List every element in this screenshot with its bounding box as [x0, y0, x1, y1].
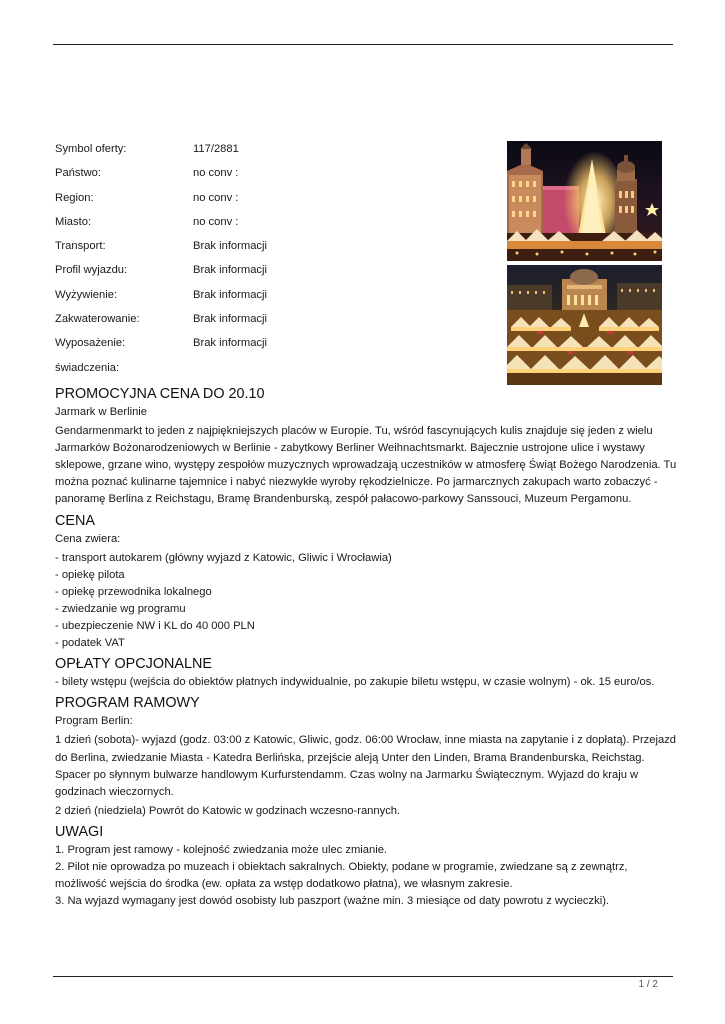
info-row [55, 238, 475, 262]
program-day-2: 2 dzień (niedziela) Powrót do Katowic w godzinach wczesno-rannych. [55, 804, 401, 817]
footer-rule [53, 976, 673, 977]
list-item: 1. Program jest ramowy - kolejność zwiedzania może ulec zmianie. [55, 843, 388, 856]
list-item: - ubezpieczenie NW i KL do 40 000 PLN [55, 620, 255, 633]
section-heading: PROMOCYJNA CENA DO 20.10 [55, 386, 265, 402]
info-value: Brak informacji [193, 264, 267, 277]
gendarmenmarkt-christmas-market-aerial-photo [507, 265, 662, 385]
list-item: - transport autokarem (główny wyjazd z Katowic, Gliwic i Wrocławia) [55, 551, 392, 564]
info-label: Region: [55, 191, 94, 204]
info-label: Państwo: [55, 167, 102, 180]
info-label: Zakwaterowanie: [55, 313, 140, 326]
info-value: 117/2881 [193, 143, 239, 155]
info-value: Brak informacji [193, 240, 267, 253]
info-row [55, 287, 475, 311]
price-section [55, 511, 677, 653]
info-row [55, 165, 475, 189]
info-label: Profil wyjazdu: [55, 264, 128, 277]
info-label: Wyżywienie: [55, 288, 118, 301]
list-item: - podatek VAT [55, 637, 125, 650]
section-heading: PROGRAM RAMOWY [55, 695, 200, 712]
info-row [55, 262, 475, 286]
section-heading: OPŁATY OPCJONALNE [55, 656, 213, 673]
section-heading: UWAGI [55, 823, 104, 840]
list-item: - zwiedzanie wg programu [55, 602, 186, 615]
notes-list [55, 842, 677, 910]
info-row [55, 190, 475, 214]
list-item: 3. Na wyjazd wymagany jest dowód osobisty lub paszport (ważne min. 3 miesiące od daty powrotu z wycieczki). [55, 895, 610, 908]
optional-fees-text: - bilety wstępu (wejścia do obiektów płatnych indywidualnie, po zakupie biletu wstępu, w czasie wolnym) - ok. 15 euro/os. [55, 676, 655, 689]
info-row [55, 360, 475, 384]
program-section [55, 693, 677, 820]
info-value: no conv : [193, 215, 239, 228]
info-label: Wyposażenie: [55, 337, 126, 350]
info-label: Transport: [55, 240, 106, 253]
info-label: świadczenia: [55, 361, 120, 374]
notes-section [55, 822, 677, 910]
optional-fees-section [55, 654, 677, 691]
section-heading: CENA [55, 512, 95, 529]
list-item: 2. Pilot nie oprowadza po muzeach i obiektach sakralnych. Obiekty, podane w programie, zwiedzane są z zewnątrz, możliwość wejścia do środka (ew. opłata za wstęp dodatkowo płatna), we własnym zakresie. [55, 860, 628, 891]
price-includes-list [55, 550, 677, 653]
info-row [55, 214, 475, 238]
berlin-christmas-market-night-photo [507, 141, 662, 261]
list-item: - opiekę pilota [55, 568, 125, 581]
info-row [55, 311, 475, 335]
info-value: no conv : [193, 167, 239, 180]
info-value: Brak informacji [193, 313, 267, 326]
info-value: Brak informacji [193, 288, 267, 301]
program-day-1: 1 dzień (sobota)- wyjazd (godz. 03:00 z Katowic, Gliwic, godz. 06:00 Wrocław, inne miasta na zapytanie i z dopłatą). Przejazd do Berlina, zwiedzanie Miasta - Katedra Berlińska, przejście aleją Unter den Linden, Brama Brandenburska, Reichstag. Spacer po słynnym bulwarze handlowym Kurfurstendamm. Czas wolny na Jarmarku Świątecznym. Wyjazd do kraju w godzinach wieczornych. [55, 734, 677, 798]
promo-section [55, 384, 677, 509]
offer-content [55, 384, 677, 912]
photo-column [507, 141, 662, 389]
page-number: 1 / 2 [638, 979, 658, 990]
header-rule [53, 44, 673, 45]
info-label: Miasto: [55, 215, 92, 228]
info-value: Brak informacji [193, 337, 267, 350]
info-label: Symbol oferty: [55, 143, 127, 155]
info-row [55, 141, 475, 165]
promo-subtitle: Jarmark w Berlinie [55, 406, 148, 418]
price-intro: Cena zwiera: [55, 532, 121, 545]
offer-info-table [55, 141, 475, 384]
list-item: - opiekę przewodnika lokalnego [55, 585, 212, 598]
promo-description: Gendarmenmarkt to jeden z najpiękniejszych placów w Europie. Tu, wśród fascynujących kulis znajduje się jeden z wielu Jarmarków Bożonarodzeniowych w Berlinie - zabytkowy Berliner Weihnachtsmarkt. Bajecznie ustrojone ulice i wystawy sklepowe, grzane wino, występy zespołów muzycznych wprowadzają uczestników w atmosferę Świąt Bożego Narodzenia. Tu można poznać kulinarne tajemnice i nabyć niezwykłe wyroby rękodzielnicze. Po jarmarcznych zakupach warto zobaczyć - panoramę Berlina z Reichstagu, Bramę Brandenburską, zespół pałacowo-parkowy Sanssouci, Muzeum Pergamonu. [55, 425, 677, 506]
program-intro: Program Berlin: [55, 715, 133, 728]
info-row [55, 335, 475, 359]
info-value: no conv : [193, 191, 239, 204]
